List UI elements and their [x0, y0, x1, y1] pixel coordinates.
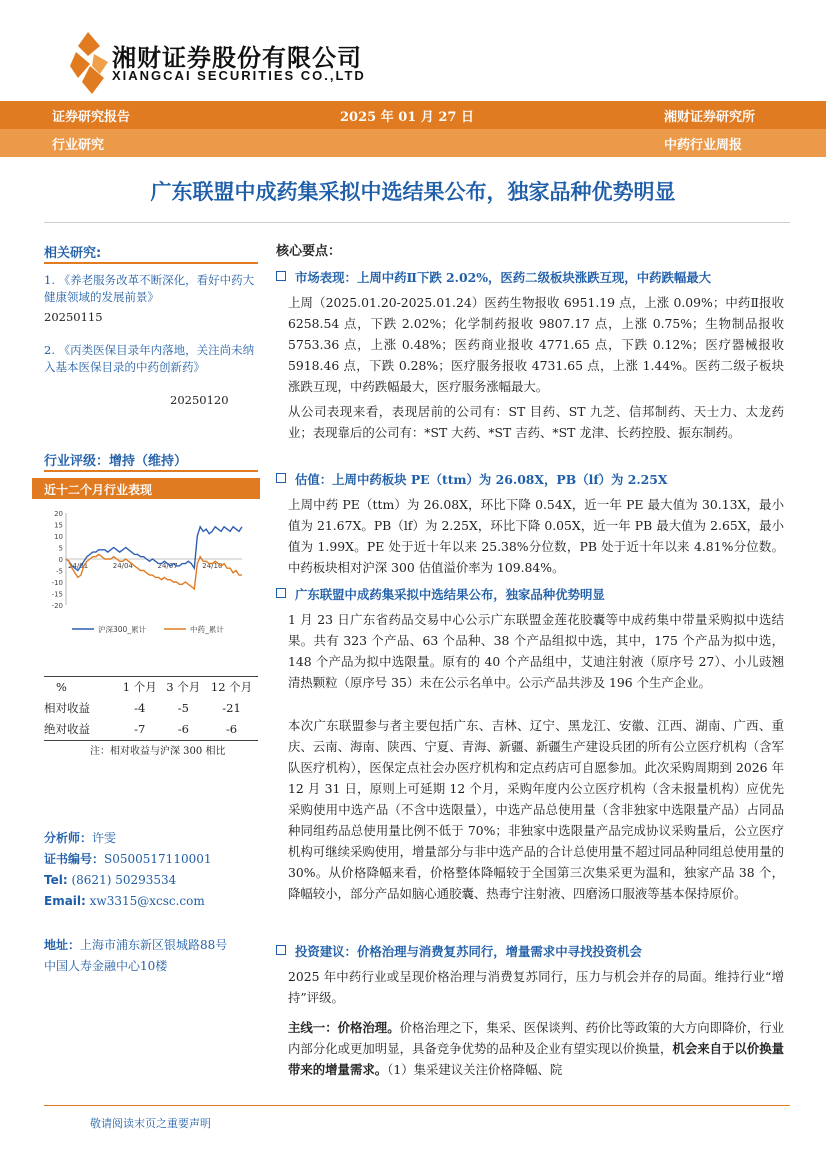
sidebar-divider [44, 470, 258, 472]
performance-table [44, 676, 258, 739]
y-tick-label: -5 [56, 567, 63, 576]
paragraph: 2025 年中药行业或呈现价格治理与消费复苏同行，压力与机会并存的局面。维持行业“增持”评级。 [288, 969, 784, 1005]
company-name-cn: 湘财证券股份有限公司 [112, 44, 362, 72]
tel-number: (8621) 50293534 [71, 873, 177, 887]
bold-lead: 主线一：价格治理。 [288, 1020, 400, 1035]
analyst-name: 许雯 [92, 831, 117, 845]
analyst-label: 分析师： [44, 831, 93, 845]
x-tick-label: 24/10 [202, 562, 223, 570]
paragraph: 上周（2025.01.20-2025.01.24）医药生物报收 6951.19 点，上涨 0.09%；中药Ⅱ报收 6258.54 点，下跌 2.02%；化学制药报收 9807.17 点，上涨 0.75%；生物制品报收 5753.36 点，上涨 0.48%；医药商业报收 4771.65 点，下跌 0.12%；医疗器械报收 5918.46 点，下跌 0.28%；医疗服务报收 4731.65 点，上涨 1.44%。医药二级子板块涨跌互现，中药跌幅最大，医疗服务涨幅最大。 [288, 295, 784, 394]
paragraph: 主线一：价格治理。价格治理之下，集采、医保谈判、药价比等政策的大方向即降价，行业内部分化或更加明显，具备竞争优势的品种及企业有望实现以价换量，机会来自于以价换量带来的增量需求。（1）集采建议关注价格降幅、院 [288, 1020, 785, 1077]
related-item-title[interactable]: 1. 《养老服务改革不断深化，看好中药大健康领域的发展前景》 [44, 273, 255, 304]
address-label: 地址： [44, 938, 81, 952]
page-title: 广东联盟中成药集采拟中选结果公布，独家品种优势明显 [150, 180, 676, 204]
cert-label: 证书编号： [44, 852, 105, 866]
core-points-heading: 核心要点： [276, 244, 342, 259]
y-tick-label: 5 [58, 544, 63, 553]
section-heading: 广东联盟中成药集采拟中选结果公布，独家品种优势明显 [276, 585, 605, 603]
related-item[interactable] [44, 272, 258, 326]
industry-rating: 行业评级：增持（维持） [44, 454, 188, 469]
email-label: Email: [44, 894, 86, 908]
related-item-title[interactable]: 2. 《丙类医保目录年内落地，关注尚未纳入基本医保目录的中药创新药》 [44, 343, 255, 374]
y-tick-label: -20 [51, 602, 63, 610]
y-tick-label: 15 [54, 521, 63, 530]
table-cell: -21 [222, 700, 241, 715]
related-item-date: 20250115 [44, 310, 103, 324]
paragraph: 1 月 23 日广东省药品交易中心公示广东联盟金莲花胶囊等中成药集中带量采购拟中选结果。共有 323 个产品、63 个品种、38 个产品组拟中选，其中，175 个产品为拟中选，148 个产品为拟中选限量。原有的 40 个产品组中，艾迪注射液（原序号 27）、小儿豉翘清热颗粒（原序号 35）未在公示名单中。公示产品共涉及 196 个生产企业。 [288, 612, 784, 690]
table-rule [44, 740, 258, 741]
company-logo-icon [70, 32, 108, 94]
table-header-row [44, 676, 258, 697]
report-series: 中药行业周报 [664, 138, 743, 153]
table-header: 12 个月 [210, 679, 253, 694]
table-cell: -7 [134, 721, 146, 736]
address-line: 中国人寿金融中心10楼 [44, 959, 168, 973]
table-note: 注：相对收益与沪深 300 相比 [90, 746, 226, 757]
square-bullet-icon [276, 473, 286, 483]
related-research-heading: 相关研究: [44, 246, 102, 261]
performance-chart [44, 505, 254, 645]
table-cell: 绝对收益 [44, 721, 90, 736]
section-heading: 估值：上周中药板块 PE（ttm）为 26.08X，PB（lf）为 2.25X [276, 470, 668, 488]
table-cell: -5 [177, 700, 189, 715]
legend-label: 沪深300_累计 [98, 625, 147, 634]
x-tick-label: 24/01 [68, 562, 89, 570]
legend-label: 中药_累计 [190, 625, 224, 634]
y-tick-label: -15 [51, 590, 63, 599]
chart-heading: 近十二个月行业表现 [44, 483, 153, 497]
footer-disclaimer: 敬请阅读末页之重要声明 [90, 1117, 211, 1130]
table-cell: -4 [134, 700, 146, 715]
y-tick-label: -10 [51, 579, 63, 587]
x-tick-label: 24/07 [157, 562, 178, 570]
bold-emphasis: 机会来自于以价换量带来的增量需求。 [288, 1041, 785, 1077]
y-tick-label: 20 [54, 510, 63, 518]
table-row [44, 697, 258, 718]
paragraph: 本次广东联盟参与者主要包括广东、吉林、辽宁、黑龙江、安徽、江西、湖南、广西、重庆、云南、海南、陕西、宁夏、青海、新疆、新疆生产建设兵团的所有公立医疗机构（含军队医疗机构），医保定点社会办医疗机构和定点药店可自愿参加。此次采购周期到 2026 年 12 月 31 日，原则上可延期 12 个月，采购年度内公立医疗机构（含未报量机构）应优先采购使用中选产品（不含中选限量），中选产品总使用量（含非独家中选限量产品）占同品种同组药品总使用量比例不低于 70%；非独家中选限量产品完成协议采购量后，公立医疗机构可继续采购使用，增量部分与非中选产品的合计总使用量不超过同品种同组总使用量的 30%。从价格降幅来看，价格整体降幅较于全国第三次集采更为温和，独家产品 38 个，降幅较小，部分产品如脑心通胶囊、热毒宁注射液、四磨汤口服液等基本保持原价。 [288, 718, 784, 901]
report-type: 证券研究报告 [52, 110, 131, 125]
report-date: 2025 年 01 月 27 日 [340, 110, 474, 125]
square-bullet-icon [276, 588, 286, 598]
sidebar-divider [44, 262, 258, 264]
square-bullet-icon [276, 271, 286, 281]
section-heading: 投资建议：价格治理与消费复苏同行，增量需求中寻找投资机会 [276, 942, 642, 960]
table-header: 1 个月 [122, 679, 157, 694]
square-bullet-icon [276, 945, 286, 955]
title-divider [44, 222, 790, 223]
paragraph: 上周中药 PE（ttm）为 26.08X，环比下降 0.54X，近一年 PE 最大值为 30.13X，最小值为 21.67X。PB（lf）为 2.25X，环比下降 0.05X，近一年 PB 最大值为 2.65X，最小值为 1.99X。PE 处于近十年以来 25.38%分位数，PB 处于近十年以来 4.81%分位数。中药板块相对沪深 300 估值溢价率为 109.84%。 [288, 497, 784, 575]
table-cell: -6 [177, 721, 189, 736]
report-category: 行业研究 [52, 138, 105, 153]
section-heading: 市场表现：上周中药Ⅱ下跌 2.02%，医药二级板块涨跌互现，中药跌幅最大 [276, 268, 711, 286]
paragraph: 从公司表现来看，表现居前的公司有：ST 目药、ST 九芝、信邦制药、天士力、太龙药业；表现靠后的公司有：*ST 大药、*ST 吉药、*ST 龙津、长药控股、振东制药。 [288, 404, 784, 440]
y-tick-label: 0 [58, 556, 63, 564]
related-item[interactable] [44, 342, 258, 376]
y-tick-label: 10 [54, 533, 63, 541]
table-header: % [56, 679, 67, 694]
company-name-en: XIANGCAI SECURITIES CO.,LTD [112, 68, 366, 83]
table-header: 3 个月 [166, 679, 201, 694]
table-cell: -6 [225, 721, 238, 736]
table-row [44, 718, 258, 739]
tel-label: Tel: [44, 873, 68, 887]
table-cell: 相对收益 [44, 700, 90, 715]
institute-name: 湘财证券研究所 [664, 110, 756, 125]
cert-number: S0500517110001 [104, 852, 212, 866]
footer-divider [44, 1105, 790, 1106]
email-link[interactable]: xw3315@xcsc.com [89, 894, 205, 908]
x-tick-label: 24/04 [112, 562, 133, 570]
address-line: 上海市浦东新区银城路88号 [80, 938, 228, 952]
related-item-date: 20250120 [170, 393, 229, 407]
